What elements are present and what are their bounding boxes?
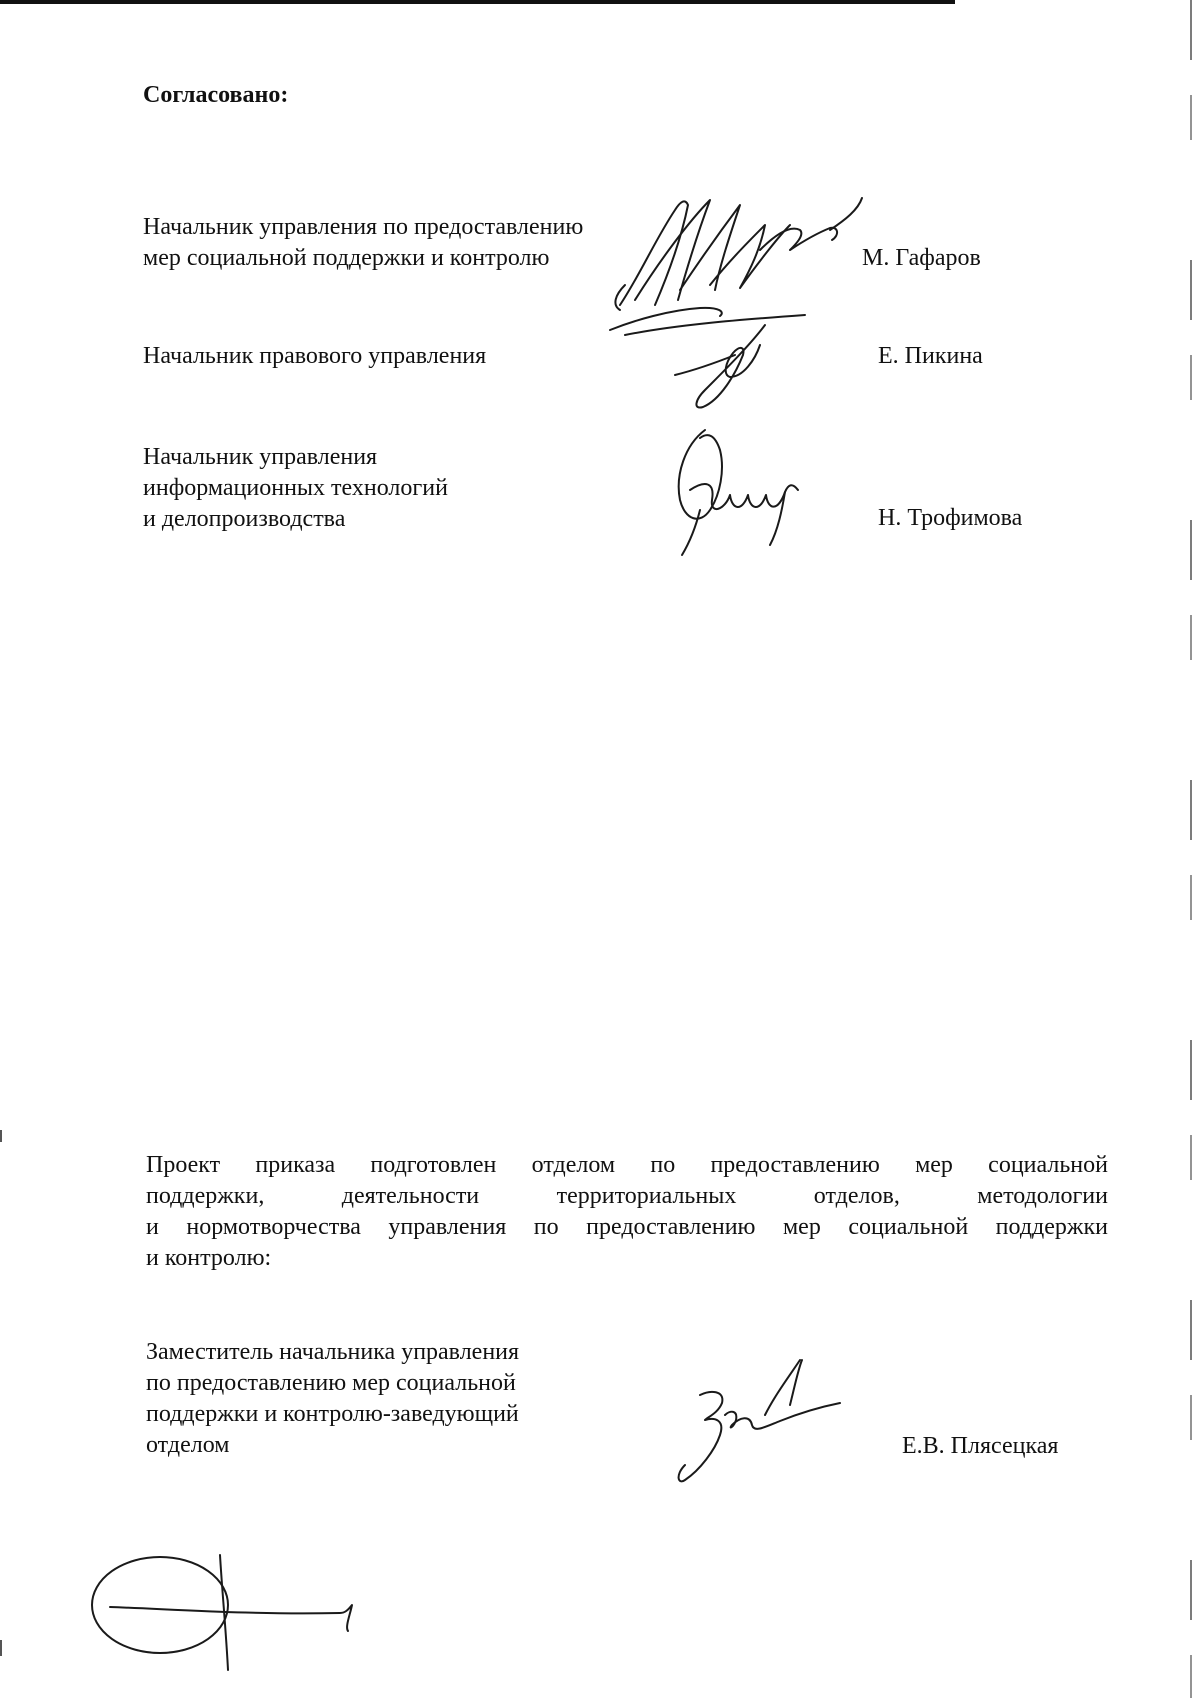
approver-name: М. Гафаров: [862, 245, 981, 271]
position-line: поддержки и контролю-заведующий: [146, 1401, 519, 1427]
preparation-note: [146, 1150, 1108, 1274]
signature-trofimova: [670, 420, 820, 570]
note-line: и контролю:: [146, 1245, 272, 1271]
preparer-name: Е.В. Плясецкая: [902, 1433, 1059, 1459]
signature-initials-mark: [90, 1535, 370, 1675]
position-line: мер социальной поддержки и контролю: [143, 245, 550, 271]
signature-plyasetskaya: [670, 1355, 850, 1495]
note-line: поддержки, деятельности территориальных отделов, методологии: [146, 1183, 1108, 1209]
approver-name: Е. Пикина: [878, 343, 983, 369]
scan-left-tick: [0, 1640, 2, 1656]
position-line: информационных технологий: [143, 475, 448, 501]
signature-pikina: [615, 315, 815, 415]
position-line: Начальник управления: [143, 444, 378, 470]
position-line: Начальник правового управления: [143, 343, 487, 369]
position-line: отделом: [146, 1432, 230, 1458]
approver-position: [143, 442, 448, 535]
position-line: Начальник управления по предоставлению: [143, 214, 584, 240]
position-line: по предоставлению мер социальной: [146, 1370, 516, 1396]
scan-top-edge: [0, 0, 955, 4]
approver-position: [143, 341, 486, 372]
approver-name: Н. Трофимова: [878, 505, 1023, 531]
scan-right-edge: [1190, 0, 1192, 1698]
note-line: и нормотворчества управления по предоставлению мер социальной поддержки: [146, 1214, 1108, 1240]
position-line: Заместитель начальника управления: [146, 1339, 520, 1365]
note-line: Проект приказа подготовлен отделом по предоставлению мер социальной: [146, 1152, 1108, 1178]
approver-position: [143, 212, 583, 274]
approval-heading: Согласовано:: [143, 82, 289, 108]
position-line: и делопроизводства: [143, 506, 346, 532]
scan-left-tick: [0, 1130, 2, 1142]
preparer-position: [146, 1337, 519, 1461]
